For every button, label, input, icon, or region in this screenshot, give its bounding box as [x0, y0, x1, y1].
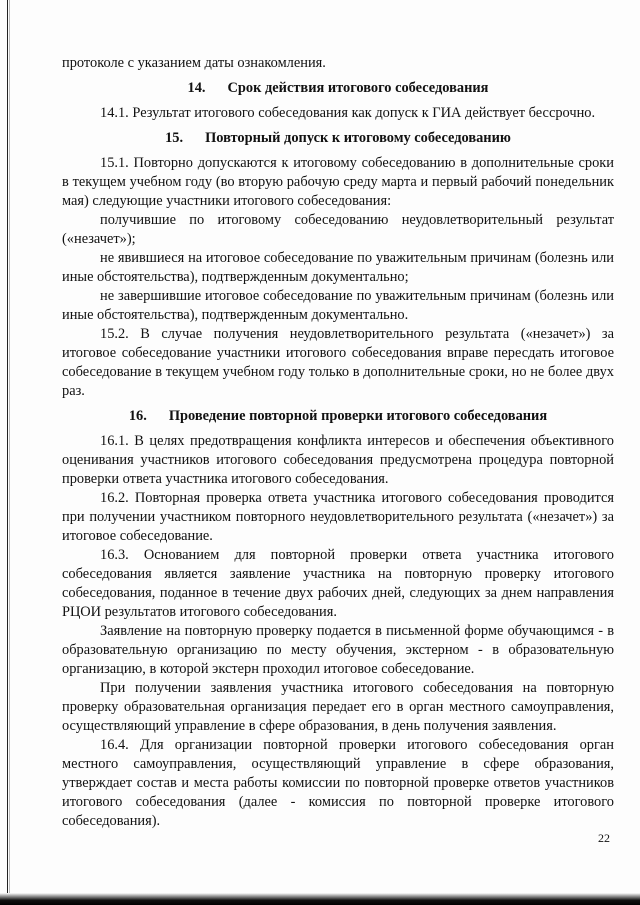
section-title: Повторный допуск к итоговому собеседованию — [205, 130, 511, 146]
section-heading-16 — [62, 407, 614, 426]
scan-margin-line-shadow — [9, 0, 10, 905]
scan-margin-line — [7, 0, 8, 905]
page-number: 22 — [598, 831, 610, 845]
paragraph: 16.3. Основанием для повторной проверки ответа участника итогового собеседования является заявление участника на повторную проверку итогового собеседования, поданное в течение двух рабочих дней, следующих за днем направления РЦОИ результатов итогового собеседования. — [62, 547, 614, 620]
paragraph: 15.1. Повторно допускаются к итоговому собеседованию в дополнительные сроки в текущем учебном году (во вторую рабочую среду марта и первый рабочий понедельник мая) следующие участники итогового собеседования: — [62, 155, 614, 209]
paragraph: получившие по итоговому собеседованию неудовлетворительный результат («незачет»); — [62, 212, 614, 247]
section-title: Проведение повторной проверки итогового собеседования — [168, 408, 548, 424]
intro-line: протоколе с указанием даты ознакомления. — [62, 55, 326, 71]
section-heading-14 — [62, 79, 614, 98]
paragraph: 16.2. Повторная проверка ответа участника итогового собеседования проводится при получении участником повторного неудовлетворительного результата («незачет») за итоговое собеседование. — [62, 490, 614, 544]
section-heading-15 — [62, 129, 614, 148]
section-title: Срок действия итогового собеседования — [227, 80, 489, 96]
paragraph: При получении заявления участника итогового собеседования на повторную проверку образовательная организация передает его в орган местного самоуправления, осуществляющий управление в сфере образования, в день получения заявления. — [62, 680, 614, 734]
scan-bottom-edge — [0, 893, 640, 905]
paragraph: Заявление на повторную проверку подается в письменной форме обучающимся - в образовательную организацию по месту обучения, экстерном - в образовательную организацию, в которой экстерн проходил итоговое собеседование. — [62, 623, 614, 677]
document-body — [62, 54, 614, 831]
paragraph: не завершившие итоговое собеседование по уважительным причинам (болезнь или иные обстоятельства), подтвержденным документально. — [62, 288, 614, 323]
paragraph: не явившиеся на итоговое собеседование по уважительным причинам (болезнь или иные обстоятельства), подтвержденным документально; — [62, 250, 614, 285]
paragraph: 15.2. В случае получения неудовлетворительного результата («незачет») за итоговое собеседование участники итогового собеседования вправе пересдать итоговое собеседование в текущем учебном году только в дополнительные сроки, но не более двух раз. — [62, 326, 614, 399]
section-number: 15. — [165, 130, 184, 146]
section-number: 16. — [128, 408, 147, 424]
paragraph: 14.1. Результат итогового собеседования как допуск к ГИА действует бессрочно. — [100, 105, 596, 121]
section-number: 14. — [187, 80, 206, 96]
paragraph: 16.1. В целях предотвращения конфликта интересов и обеспечения объективного оценивания участников итогового собеседования предусмотрена процедура повторной проверки ответа участника итогового собеседования. — [62, 433, 614, 487]
paragraph: 16.4. Для организации повторной проверки итогового собеседования орган местного самоуправления, осуществляющий управление в сфере образования, утверждает состав и места работы комиссии по повторной проверке ответов участников итогового собеседования (далее - комиссия по повторной проверке итогового собеседования). — [62, 737, 614, 829]
